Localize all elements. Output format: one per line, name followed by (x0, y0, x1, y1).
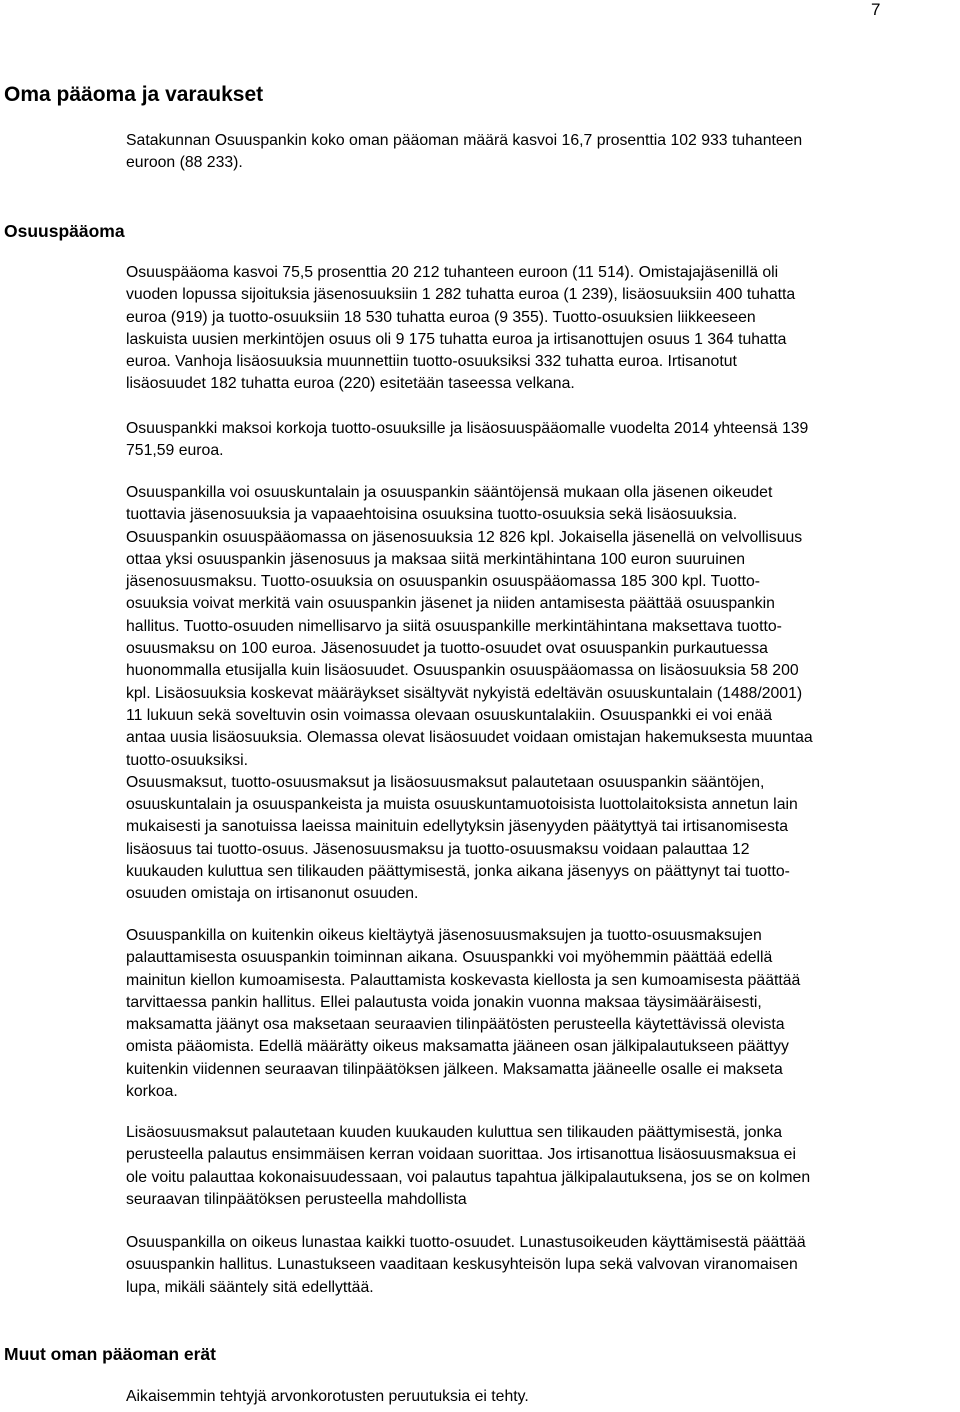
intro-paragraph: Satakunnan Osuuspankin koko oman pääoman määrä kasvoi 16,7 prosenttia 102 933 tuhanteen euroon (88 233). (126, 132, 803, 172)
osuuspaaoma-paragraph-4: Osuuspankilla on kuitenkin oikeus kieltäytyä jäsenosuusmaksujen ja tuotto-osuusmaksujen palauttamisesta osuuspankin toiminnan aikana. Osuuspankki voi myöhemmin päättää edellä mainitun kiellon kumoamisesta. Palauttamista koskevasta kiellosta ja sen kumoamisesta päättää tarvittaessa pankin hallitus. Ellei palautusta voida jonakin vuonna maksaa täysimääräisesti, maksamatta jäänyt osa maksetaan seuraavien tilinpäätösten perusteella käytettävissä olevista omista pääomista. Edellä määrätty oikeus maksamatta jääneen osan jälkipalautukseen päättyy kuitenkin viidennen seuraavan tilinpäätöksen jälkeen. Maksamatta jääneelle osalle ei makseta korkoa. (126, 927, 801, 1101)
page-number: 7 (871, 0, 881, 19)
osuuspaaoma-paragraph-2: Osuuspankki maksoi korkoja tuotto-osuuksille ja lisäosuuspääomalle vuodelta 2014 yhteensä 139 751,59 euroa. (126, 420, 809, 460)
muut-paragraph: Aikaisemmin tehtyjä arvonkorotusten peruutuksia ei tehty. (126, 1388, 529, 1405)
osuuspaaoma-paragraph-1: Osuuspääoma kasvoi 75,5 prosenttia 20 212 tuhanteen euroon (11 514). Omistajajäsenillä oli vuoden lopussa sijoituksia jäsenosuuksiin 1 282 tuhatta euroa (1 239), lisäosuuksiin 400 tuhatta euroa (919) ja tuotto-osuuksiin 18 530 tuhatta euroa (9 355). Tuotto-osuuksien liikkeeseen laskuista uusien merkintöjen osuus oli 9 175 tuhatta euroa ja irtisanottujen osuus 1 364 tuhatta euroa. Vanhoja lisäosuuksia muunnettiin tuotto-osuuksiksi 332 tuhatta euroa. Irtisanotut lisäosuudet 182 tuhatta euroa (220) esitetään taseessa velkana. (126, 264, 796, 393)
osuuspaaoma-paragraph-6: Osuuspankilla on oikeus lunastaa kaikki tuotto-osuudet. Lunastusoikeuden käyttämisestä päättää osuuspankin hallitus. Lunastukseen vaaditaan keskusyhteisön lupa sekä valvovan viranomaisen lupa, mikäli sääntely sitä edellyttää. (126, 1234, 806, 1296)
main-title: Oma pääoma ja varaukset (4, 83, 264, 106)
osuuspaaoma-heading: Osuuspääoma (4, 221, 125, 241)
osuuspaaoma-paragraph-5: Lisäosuusmaksut palautetaan kuuden kuukauden kuluttua sen tilikauden päättymisestä, jonka perusteella palautus ensimmäisen kerran voidaan suorittaa. Jos irtisanottua lisäosuusmaksua ei ole voitu palauttaa kokonaisuudessaan, voi palautus tapahtua jälkipalautuksena, jos se on kolmen seuraavan tilinpäätöksen perusteella mahdollista (126, 1124, 811, 1208)
muut-heading: Muut oman pääoman erät (4, 1344, 216, 1364)
osuuspaaoma-paragraph-3: Osuuspankilla voi osuuskuntalain ja osuuspankin sääntöjensä mukaan olla jäsenen oikeudet tuottavia jäsenosuuksia ja vapaaehtoisina osuuksina tuotto-osuuksia sekä lisäosuuksia. Osuuspankin osuuspääomassa on jäsenosuuksia 12 826 kpl. Jokaisella jäsenellä on velvollisuus ottaa yksi osuuspankin jäsenosuus ja maksaa siitä merkintähintana 100 euron suuruinen jäsenosuusmaksu. Tuotto-osuuksia on osuuspankin osuuspääomassa 185 300 kpl. Tuotto- osuuksia voivat merkitä vain osuuspankin jäsenet ja niiden antamisesta päättää osuuspankin hallitus. Tuotto-osuuden nimellisarvo ja siitä osuuspankille merkintähintana maksettava tuotto- osuusmaksu on 100 euroa. Jäsenosuudet ja tuotto-osuudet ovat osuuspankin purkautuessa huonommalla etusijalla kuin lisäosuudet. Osuuspankin osuuspääomassa on lisäosuuksia 58 200 kpl. Lisäosuuksia koskevat määräykset sisältyvät nykyistä edeltävän osuuskuntalain (1488/2001) 11 lukuun sekä soveltuvin osin voimassa olevaan osuuskuntalakiin. Osuuspankki ei voi enää antaa uusia lisäosuuksia. Olemassa olevat lisäosuudet voidaan omistajan hakemuksesta muuntaa tuotto-osuuksiksi. Osuusmaksut, tuotto-osuusmaksut ja lisäosuusmaksut palautetaan osuuspankin sääntöjen, osuuskuntalain ja osuuspankeista ja muista osuuskuntamuotoisista luottolaitoksista annetun lain mukaisesti ja sanotuissa laeissa mainituin edellytyksin jäsenyyden päätyttyä tai irtisanomisesta lisäosuus tai tuotto-osuus. Jäsenosuusmaksu ja tuotto-osuusmaksu voidaan palauttaa 12 kuukauden kuluttua sen tilikauden päättymisestä, jonka aikana jäsenyys on päättynyt tai tuotto- osuuden omistaja on irtisanonut osuuden. (126, 484, 813, 903)
